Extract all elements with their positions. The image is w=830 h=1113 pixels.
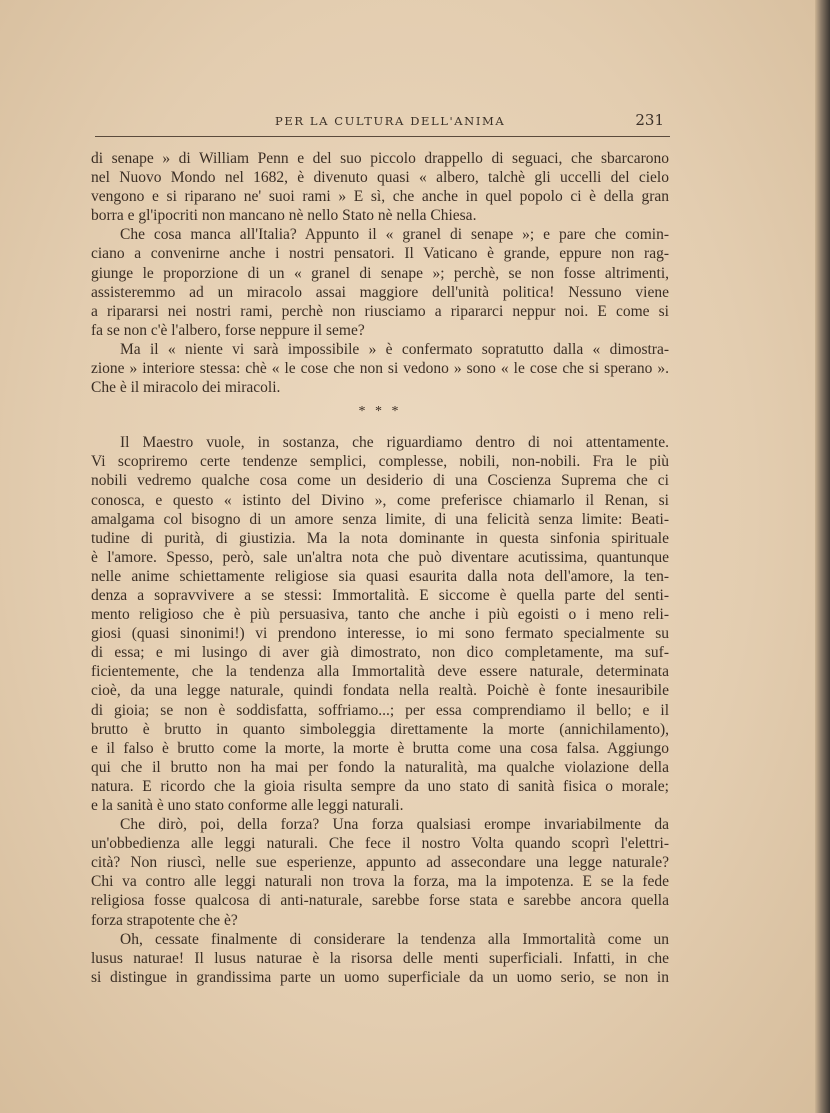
text-line: nelle anime schiettamente religiose sia quasi esaurita dalla nota dell'amore, la ten-	[91, 567, 669, 585]
paragraph	[91, 930, 669, 987]
running-title: PER LA CULTURA DELL'ANIMA	[275, 114, 506, 128]
text-line: nel Nuovo Mondo nel 1682, è divenuto quasi « albero, talchè gli uccelli del cielo	[91, 169, 669, 187]
text-line: ciano a convenirne anche i nostri pensatori. Il Vaticano è grande, eppure non rag-	[91, 245, 669, 263]
page-number: 231	[635, 111, 664, 129]
text-line: di senape » di William Penn e del suo piccolo drappello di seguaci, che sbarcarono	[91, 150, 669, 167]
text-line: Oh, cessate finalmente di considerare la tendenza alla Immortalità come un	[120, 930, 669, 948]
text-line: assisteremmo ad un miracolo assai maggiore dell'unità politica! Nessuno viene	[91, 283, 669, 301]
text-line: Che dirò, poi, della forza? Una forza qualsiasi erompe invariabilmente da	[120, 816, 669, 834]
text-line: di gioia; se non è soddisfatta, soffriamo...; per essa comprendiamo il bello; e il	[91, 701, 669, 719]
text-line: Vi scopriremo certe tendenze semplici, complesse, nobili, non-nobili. Fra le più	[91, 453, 669, 471]
text-line: a ripararsi nei nostri rami, perchè non riusciamo a ripararci neppur noi. E come si	[91, 302, 669, 320]
section-divider: * * *	[358, 404, 402, 420]
text-line: denza a sopravvivere a se stessi: Immortalità. E siccome è quella parte del senti-	[91, 586, 669, 604]
text-line: e il falso è brutto come la morte, la morte è brutta come una cosa falsa. Aggiungo	[91, 739, 669, 757]
text-line: borra e gl'ipocriti non mancano nè nello Stato nè nella Chiesa.	[91, 207, 477, 225]
body-text	[91, 149, 669, 987]
text-line: Il Maestro vuole, in sostanza, che riguardiamo dentro di noi attentamente.	[120, 434, 669, 452]
text-line: Che è il miracolo dei miracoli.	[91, 379, 281, 397]
text-line: è l'amore. Spesso, però, sale un'altra nota che può diventare acutissima, quantunque	[91, 548, 669, 566]
text-line: giosi (quasi sinonimi!) vi prendono interesse, io mi sono fermato specialmente su	[91, 625, 669, 643]
paragraph	[91, 815, 669, 930]
paragraph	[91, 149, 669, 225]
text-line: giunge le proporzione di un « granel di senape »; perchè, se non fosse altrimenti,	[91, 264, 669, 282]
text-line: cioè, da una legge naturale, quindi fondata nella realtà. Poichè è fonte inesauribile	[91, 682, 669, 700]
text-line: forza strapotente che è?	[91, 911, 238, 929]
text-line: cità? Non riuscì, nelle sue esperienze, appunto ad assecondare una legge naturale?	[91, 854, 669, 872]
text-line: Chi va contro alle leggi naturali non trova la forza, ma la impotenza. E se la fede	[91, 873, 669, 891]
text-line: conosca, e questo « istinto del Divino », come preferisce chiamarlo il Renan, si	[91, 491, 669, 509]
paragraph	[91, 433, 669, 815]
text-line: si distingue in grandissima parte un uomo superficiale da un uomo serio, se non in	[91, 968, 669, 986]
text-line: religiosa fosse qualcosa di anti-naturale, sarebbe forse stata e sarebbe ancora quella	[91, 892, 669, 910]
text-line: mento religioso che è più persuasiva, tanto che anche i più egoisti o i meno reli-	[91, 606, 669, 624]
text-line: lusus naturae! Il lusus naturae è la risorsa delle menti superficiali. Infatti, in che	[91, 949, 669, 967]
text-line: nobili vedremo qualche cosa come un desiderio di una Coscienza Suprema che ci	[91, 472, 669, 490]
text-line: Ma il « niente vi sarà impossibile » è confermato sopratutto dalla « dimostra-	[120, 340, 669, 358]
text-line: fa se non c'è l'albero, forse neppure il seme?	[91, 321, 365, 339]
page-edge	[815, 0, 830, 1113]
text-line: e la sanità è uno stato conforme alle leggi naturali.	[91, 797, 404, 814]
paragraph	[91, 225, 669, 340]
text-line: Che cosa manca all'Italia? Appunto il « granel di senape »; e pare che comin-	[120, 226, 669, 244]
page-header	[95, 112, 670, 137]
paragraph	[91, 340, 669, 397]
text-line: amalgama col bisogno di un amore senza limite, di una felicità senza limite: Beati-	[91, 510, 669, 528]
text-line: di essa; e mi lusingo di aver già dimostrato, non dico completamente, ma suf-	[91, 644, 669, 662]
text-line: zione » interiore stessa: chè « le cose che non si vedono » sono « le cose che si sperano ».	[91, 360, 669, 378]
text-line: qui che il brutto non ha mai per fondo la naturalità, ma qualche violazione della	[91, 758, 669, 776]
text-line: vengono e si riparano ne' suoi rami » E sì, che anche in quel popolo ci è della gran	[91, 188, 669, 206]
text-line: tudine di purità, di giustizia. Ma la nota dominante in questa sinfonia spirituale	[91, 529, 669, 547]
text-line: brutto è brutto in quanto simboleggia direttamente la morte (annichilamento),	[91, 720, 669, 738]
text-line: natura. E ricordo che la gioia risulta sempre da uno stato di sanità fisica o morale;	[91, 777, 669, 795]
text-line: un'obbedienza alle leggi naturali. Che fece il nostro Volta quando scoprì l'elettri-	[91, 835, 669, 853]
text-line: ficientemente, che la tendenza alla Immortalità deve essere naturale, determinata	[91, 663, 669, 681]
